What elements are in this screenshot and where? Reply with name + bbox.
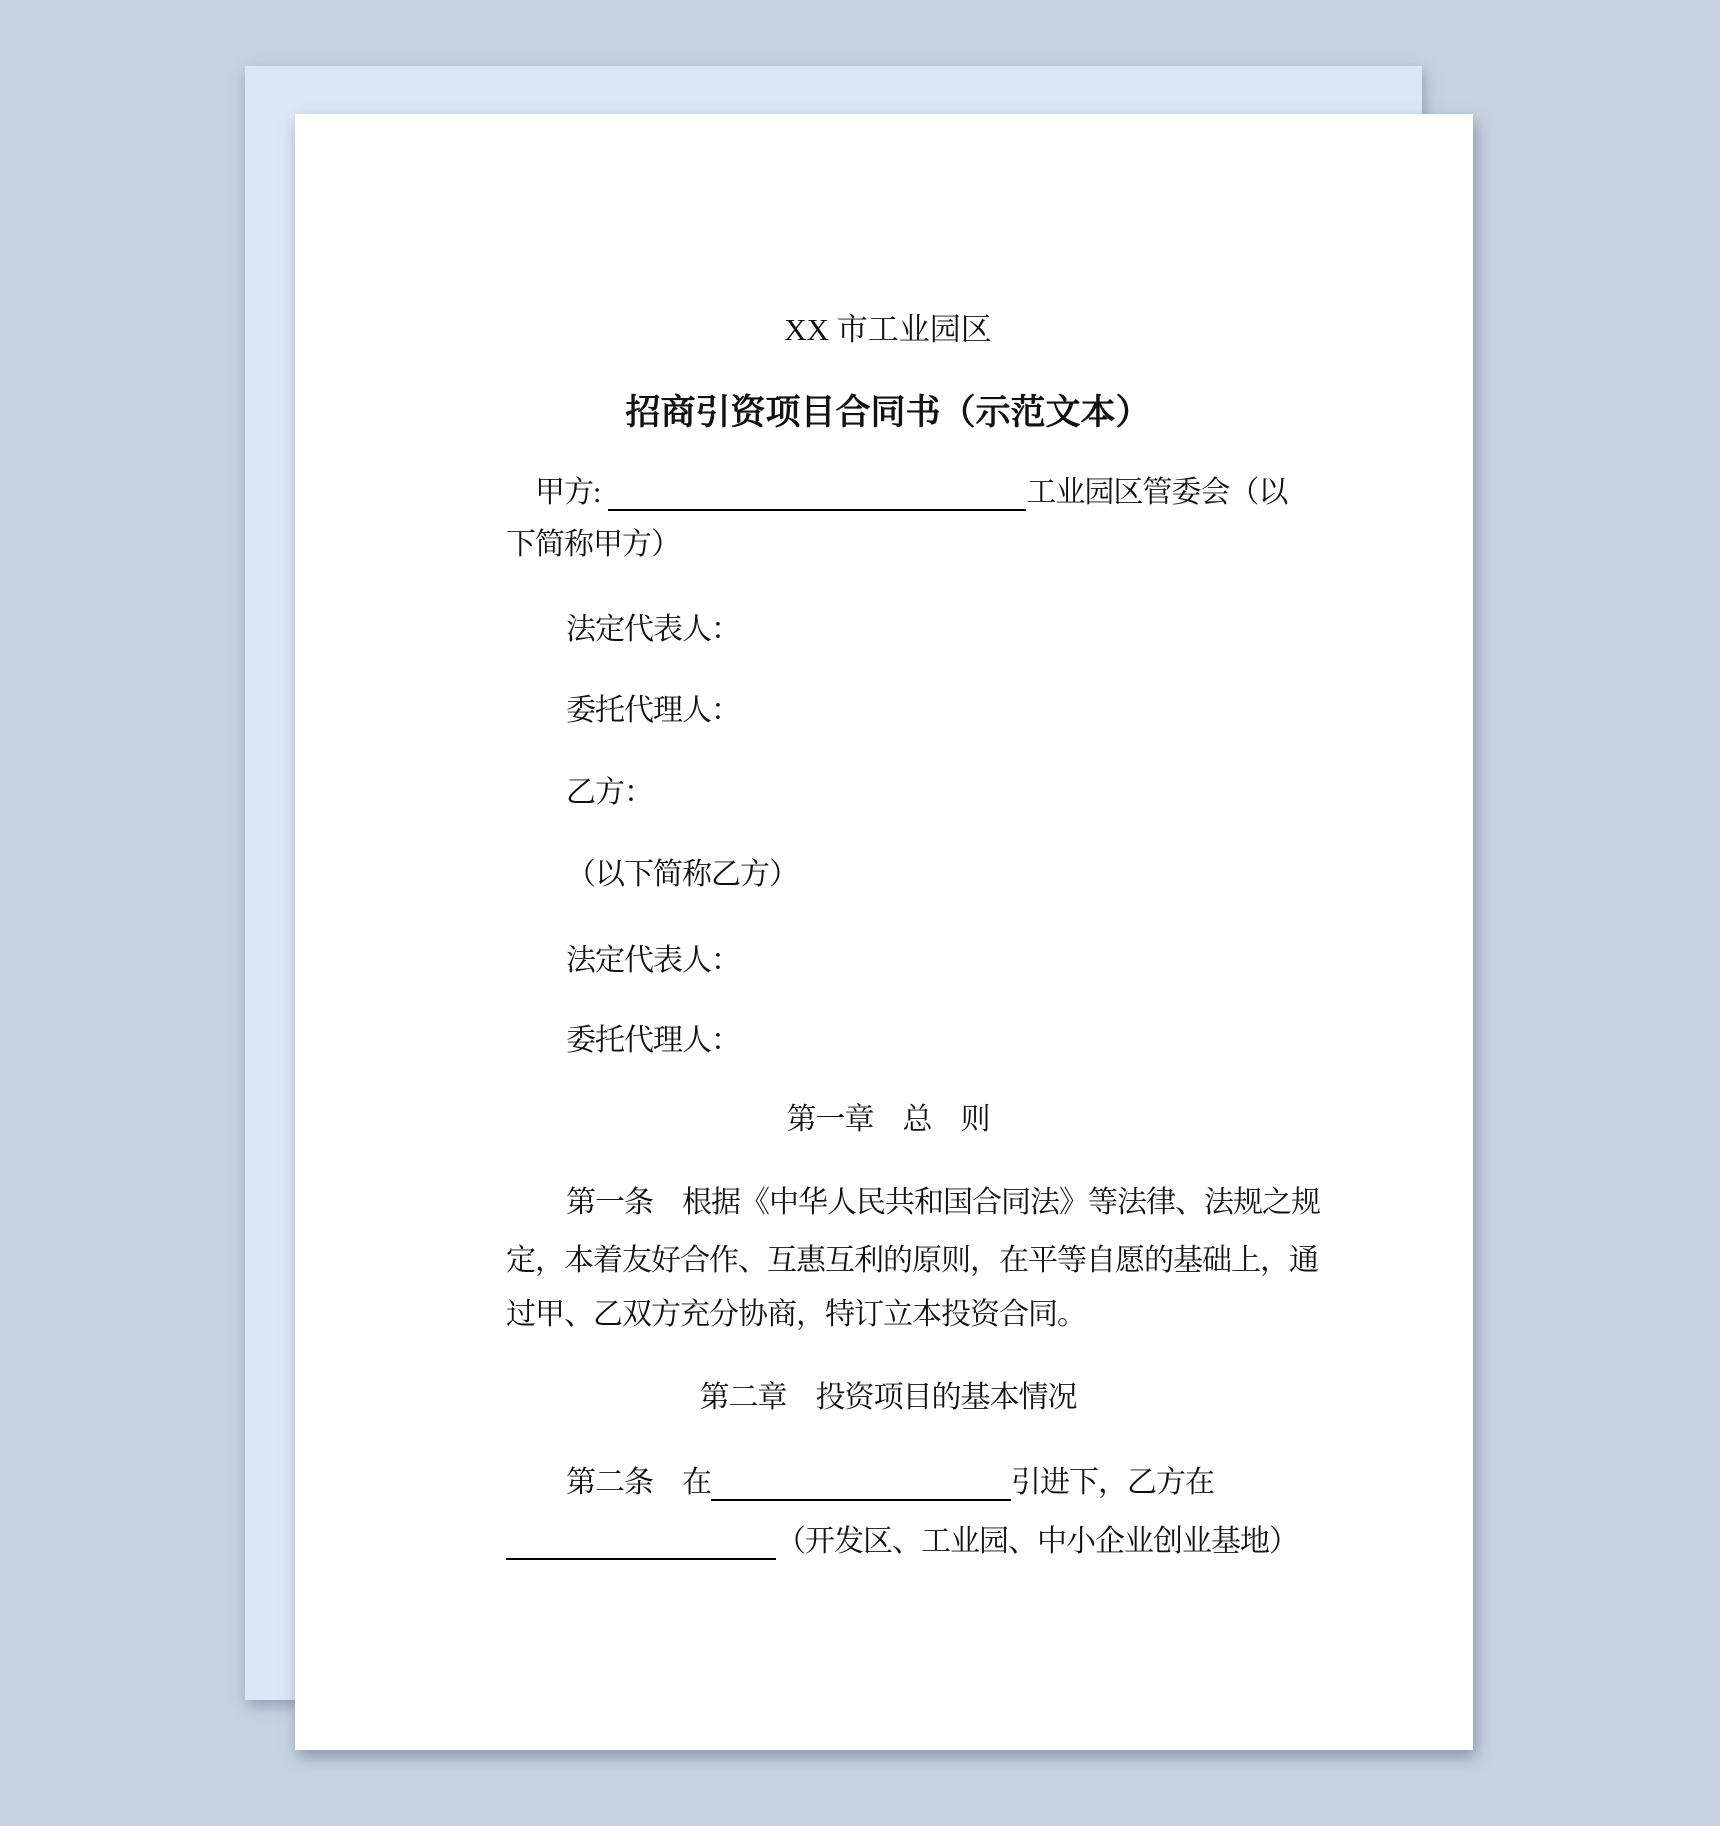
article2-blank-field — [711, 1465, 1011, 1501]
party-a-label: 甲方: — [535, 476, 601, 509]
document-title-line1: XX 市工业园区 — [784, 312, 992, 347]
article1-text-line2: 定，本着友好合作、互惠互利的原则，在平等自愿的基础上，通 — [506, 1244, 1318, 1277]
document-title-line2: 招商引资项目合同书（示范文本） — [625, 393, 1151, 432]
article2-location-blank-field — [506, 1524, 776, 1560]
party-a-org-suffix: 工业园区管委会（以 — [1026, 476, 1288, 509]
article1-text-line3: 过甲、乙双方充分协商，特订立本投资合同。 — [506, 1298, 1086, 1331]
article2-suffix: 引进下，乙方在 — [1011, 1466, 1214, 1499]
party-a-blank-field — [608, 475, 1026, 511]
party-b-agent-label: 委托代理人： — [566, 1024, 740, 1057]
party-b-legal-rep-label: 法定代表人： — [566, 944, 740, 977]
chapter1-heading: 第一章 总 则 — [786, 1103, 990, 1136]
article2-line2 — [506, 1524, 1298, 1560]
party-b-label: 乙方： — [566, 776, 653, 809]
article2-line2-suffix: （开发区、工业园、中小企业创业基地） — [776, 1525, 1298, 1558]
party-a-line — [506, 475, 1288, 511]
chapter2-heading: 第二章 投资项目的基本情况 — [699, 1381, 1077, 1414]
article2-prefix: 第二条 在 — [566, 1466, 711, 1499]
article1-text-line1: 第一条 根据《中华人民共和国合同法》等法律、法规之规 — [566, 1186, 1320, 1219]
party-a-wrap-line: 下简称甲方） — [506, 528, 680, 561]
party-a-agent-label: 委托代理人： — [566, 694, 740, 727]
party-b-short-note: （以下简称乙方） — [566, 858, 798, 891]
article2-line1 — [506, 1465, 1270, 1501]
contract-document-page — [295, 114, 1473, 1750]
party-a-legal-rep-label: 法定代表人： — [566, 613, 740, 646]
